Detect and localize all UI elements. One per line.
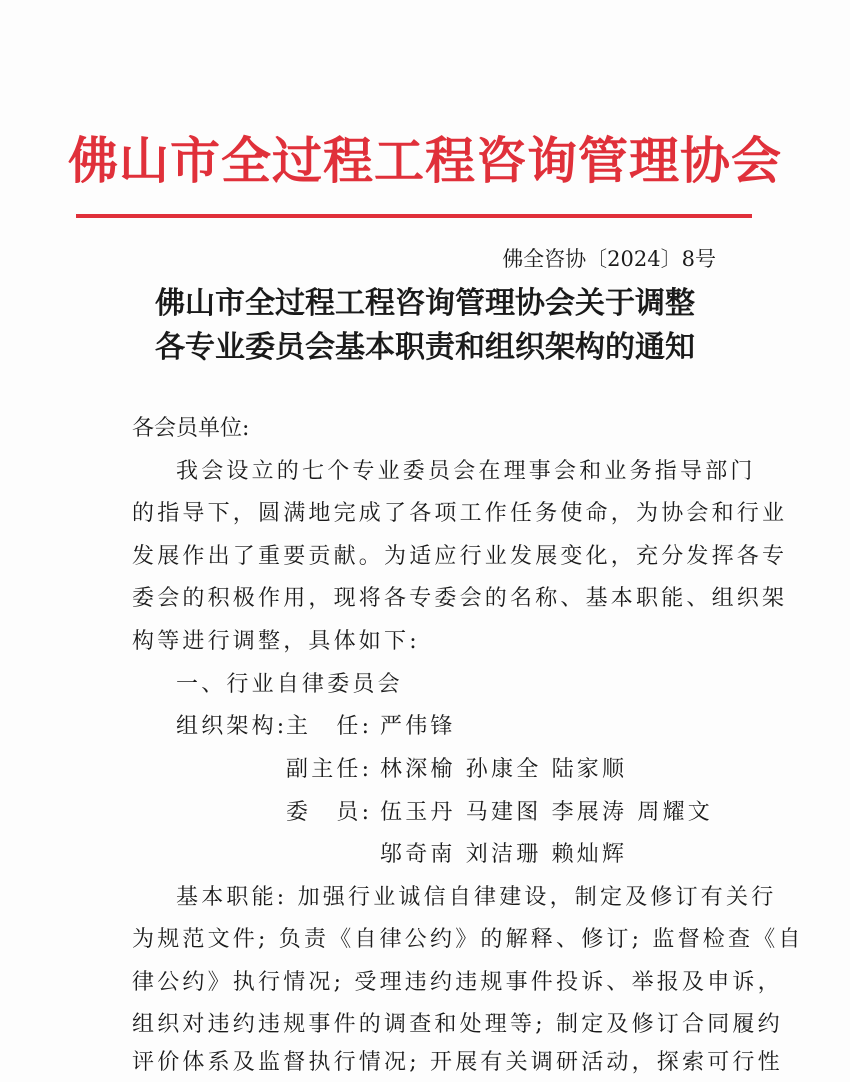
letterhead-divider: [76, 214, 752, 218]
section-heading: 一、行业自律委员会: [176, 672, 403, 697]
duties-line: 基本职能: 加强行业诚信自律建设，制定及修订有关行: [176, 885, 777, 910]
duties-line: 律公约》执行情况; 受理违约违规事件投诉、举报及申诉，: [132, 970, 783, 995]
members-label: 委 员:: [286, 800, 373, 825]
intro-line: 发展作出了重要贡献。为适应行业发展变化，充分发挥各专: [132, 544, 788, 569]
intro-line: 我会设立的七个专业委员会在理事会和业务指导部门: [176, 459, 756, 484]
deputy-label: 副主任:: [286, 757, 373, 782]
structure-label: 组织架构:: [176, 714, 288, 739]
member-names: 伍玉丹 马建图 李展涛 周耀文: [380, 800, 713, 825]
duties-line: 评价体系及监督执行情况; 开展有关调研活动，探索可行性: [132, 1050, 783, 1075]
director-name: 严伟锋: [380, 714, 456, 739]
deputy-names: 林深榆 孙康全 陆家顺: [380, 757, 628, 782]
org-letterhead: 佛山市全过程工程咨询管理协会: [68, 132, 782, 190]
document-title-line-1: 佛山市全过程工程咨询管理协会关于调整: [155, 286, 695, 321]
duties-line: 组织对违约违规事件的调查和处理等; 制定及修订合同履约: [132, 1012, 783, 1037]
duties-line: 为规范文件; 负责《自律公约》的解释、修订; 监督检查《自: [132, 927, 804, 952]
intro-line: 的指导下，圆满地完成了各项工作任务使命，为协会和行业: [132, 501, 788, 526]
member-names: 邬奇南 刘洁珊 赖灿辉: [380, 842, 628, 867]
intro-line: 构等进行调整，具体如下:: [132, 629, 420, 654]
director-label: 主 任:: [286, 714, 373, 739]
intro-line: 委会的积极作用，现将各专委会的名称、基本职能、组织架: [132, 586, 788, 611]
document-number: 佛全咨协〔2024〕8号: [502, 247, 716, 271]
salutation: 各会员单位:: [132, 416, 250, 441]
document-title-line-2: 各专业委员会基本职责和组织架构的通知: [155, 330, 695, 365]
